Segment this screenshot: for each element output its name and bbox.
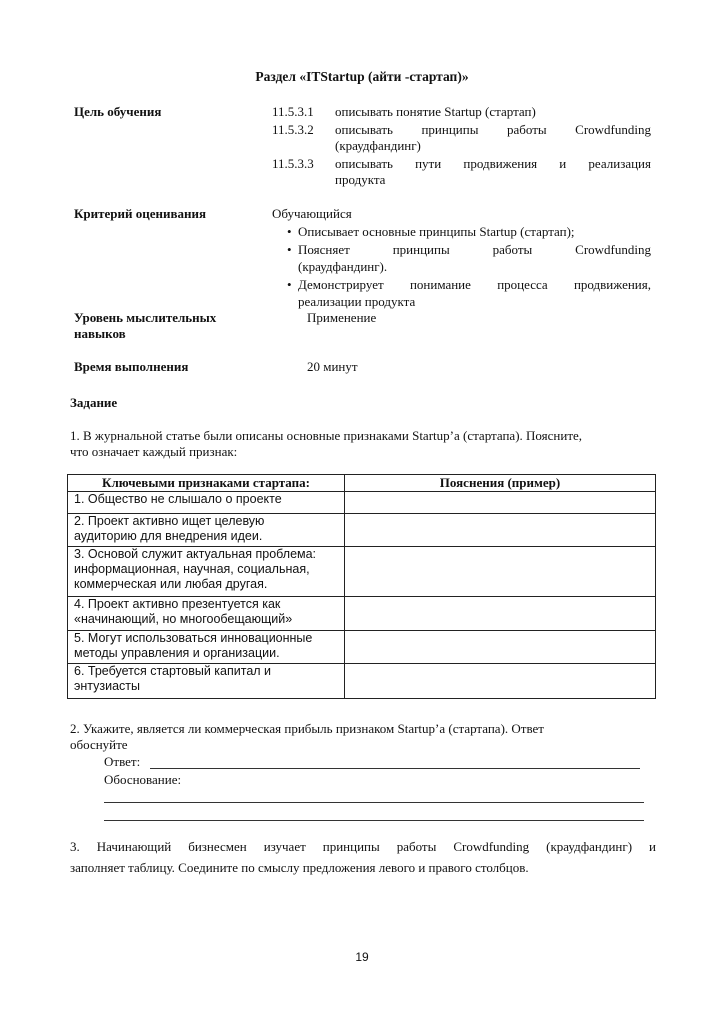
q2-answer-label: Ответ:	[104, 754, 141, 769]
table-row	[68, 514, 656, 547]
table-row	[68, 664, 656, 699]
q1-line2: что означает каждый признак:	[70, 444, 238, 459]
feature-cell-1	[68, 492, 345, 514]
cell-line: 3. Основой служит актуальная проблема:	[74, 547, 317, 561]
justification-line-2[interactable]	[104, 820, 644, 821]
q2-justification-label: Обоснование:	[104, 772, 182, 787]
q3-line2: заполняет таблицу. Соедините по смыслу предложения левого и правого столбцов.	[70, 860, 529, 875]
bullet-icon: •	[287, 277, 292, 292]
feature-cell-2	[68, 514, 345, 547]
criteria-bullet-3-line1: Демонстрирует понимание процесса продвижения,	[298, 277, 651, 292]
task-heading: Задание	[70, 395, 118, 410]
thinking-label-line1: Уровень мыслительных	[74, 310, 217, 325]
explanation-cell-4[interactable]	[345, 597, 656, 631]
q2-line1: 2. Укажите, является ли коммерческая прибыль признаком Startup’a (стартапа). Ответ	[70, 721, 544, 736]
goal-code-3: 11.5.3.3	[272, 156, 314, 171]
criteria-bullet-3-line2: реализации продукта	[298, 294, 416, 309]
criteria-bullet-2-line2: (краудфандинг).	[298, 259, 388, 274]
goal-label: Цель обучения	[74, 104, 162, 119]
answer-line[interactable]	[150, 768, 640, 769]
bullet-icon: •	[287, 242, 292, 257]
thinking-label-line2: навыков	[74, 326, 126, 341]
cell-line: 1. Общество не слышало о проекте	[74, 492, 282, 506]
goal-text-1: описывать понятие Startup (стартап)	[335, 104, 536, 119]
criteria-bullet-3	[287, 276, 651, 310]
table-row	[68, 547, 656, 597]
goal-text-2-line2: (краудфандинг)	[335, 138, 421, 153]
thinking-value: Применение	[307, 310, 377, 325]
cell-line: «начинающий, но многообещающий»	[74, 612, 293, 626]
goal-code-2: 11.5.3.2	[272, 122, 314, 137]
criteria-table	[67, 474, 656, 699]
section-title: Раздел «ITStartup (айти -стартап)»	[255, 69, 469, 84]
justification-line-1[interactable]	[104, 802, 644, 803]
table-row	[68, 631, 656, 664]
explanation-cell-5[interactable]	[345, 631, 656, 664]
time-label: Время выполнения	[74, 359, 189, 374]
criteria-bullet-2-line1: Поясняет принципы работы Crowdfunding	[298, 242, 651, 257]
table-header-row	[68, 475, 656, 492]
cell-line: 4. Проект активно презентуется как	[74, 597, 281, 611]
q2-line2: обоснуйте	[70, 737, 128, 752]
goal-text-3-line2: продукта	[335, 172, 386, 187]
cell-line: информационная, научная, социальная,	[74, 562, 310, 576]
criteria-bullet-1	[287, 223, 651, 240]
q3-line1: 3. Начинающий бизнесмен изучает принципы работы Crowdfunding (краудфандинг) и	[70, 839, 656, 854]
feature-cell-4	[68, 597, 345, 631]
table-row	[68, 597, 656, 631]
table-header-explanations: Пояснения (пример)	[345, 475, 656, 492]
cell-line: коммерческая или любая другая.	[74, 577, 268, 591]
explanation-cell-1[interactable]	[345, 492, 656, 514]
cell-line: 5. Могут использоваться инновационные	[74, 631, 313, 645]
goal-text-2-line1: описывать принципы работы Crowdfunding	[335, 122, 651, 137]
thinking-label	[74, 310, 216, 342]
time-value: 20 минут	[307, 359, 358, 374]
cell-line: аудиторию для внедрения идеи.	[74, 529, 263, 543]
cell-line: энтузиасты	[74, 679, 141, 693]
feature-cell-3	[68, 547, 345, 597]
cell-line: методы управления и организации.	[74, 646, 280, 660]
explanation-cell-3[interactable]	[345, 547, 656, 597]
criteria-label: Критерий оценивания	[74, 206, 207, 221]
table-header-features: Ключевыми признаками стартапа:	[68, 475, 345, 492]
goal-code-1: 11.5.3.1	[272, 104, 314, 119]
bullet-icon: •	[287, 224, 292, 239]
q1-line1: 1. В журнальной статье были описаны основные признаками Startup’a (стартапа). Поясните,	[70, 428, 583, 443]
explanation-cell-6[interactable]	[345, 664, 656, 699]
cell-line: 6. Требуется стартовый капитал и	[74, 664, 272, 678]
feature-cell-5	[68, 631, 345, 664]
table-row	[68, 492, 656, 514]
criteria-bullet-2	[287, 241, 651, 275]
feature-cell-6	[68, 664, 345, 699]
goal-text-3-line1: описывать пути продвижения и реализация	[335, 156, 651, 171]
page-number: 19	[355, 950, 369, 964]
criteria-intro: Обучающийся	[272, 206, 352, 221]
explanation-cell-2[interactable]	[345, 514, 656, 547]
criteria-bullet-1-text: Описывает основные принципы Startup (стартап);	[298, 224, 575, 239]
cell-line: 2. Проект активно ищет целевую	[74, 514, 265, 528]
